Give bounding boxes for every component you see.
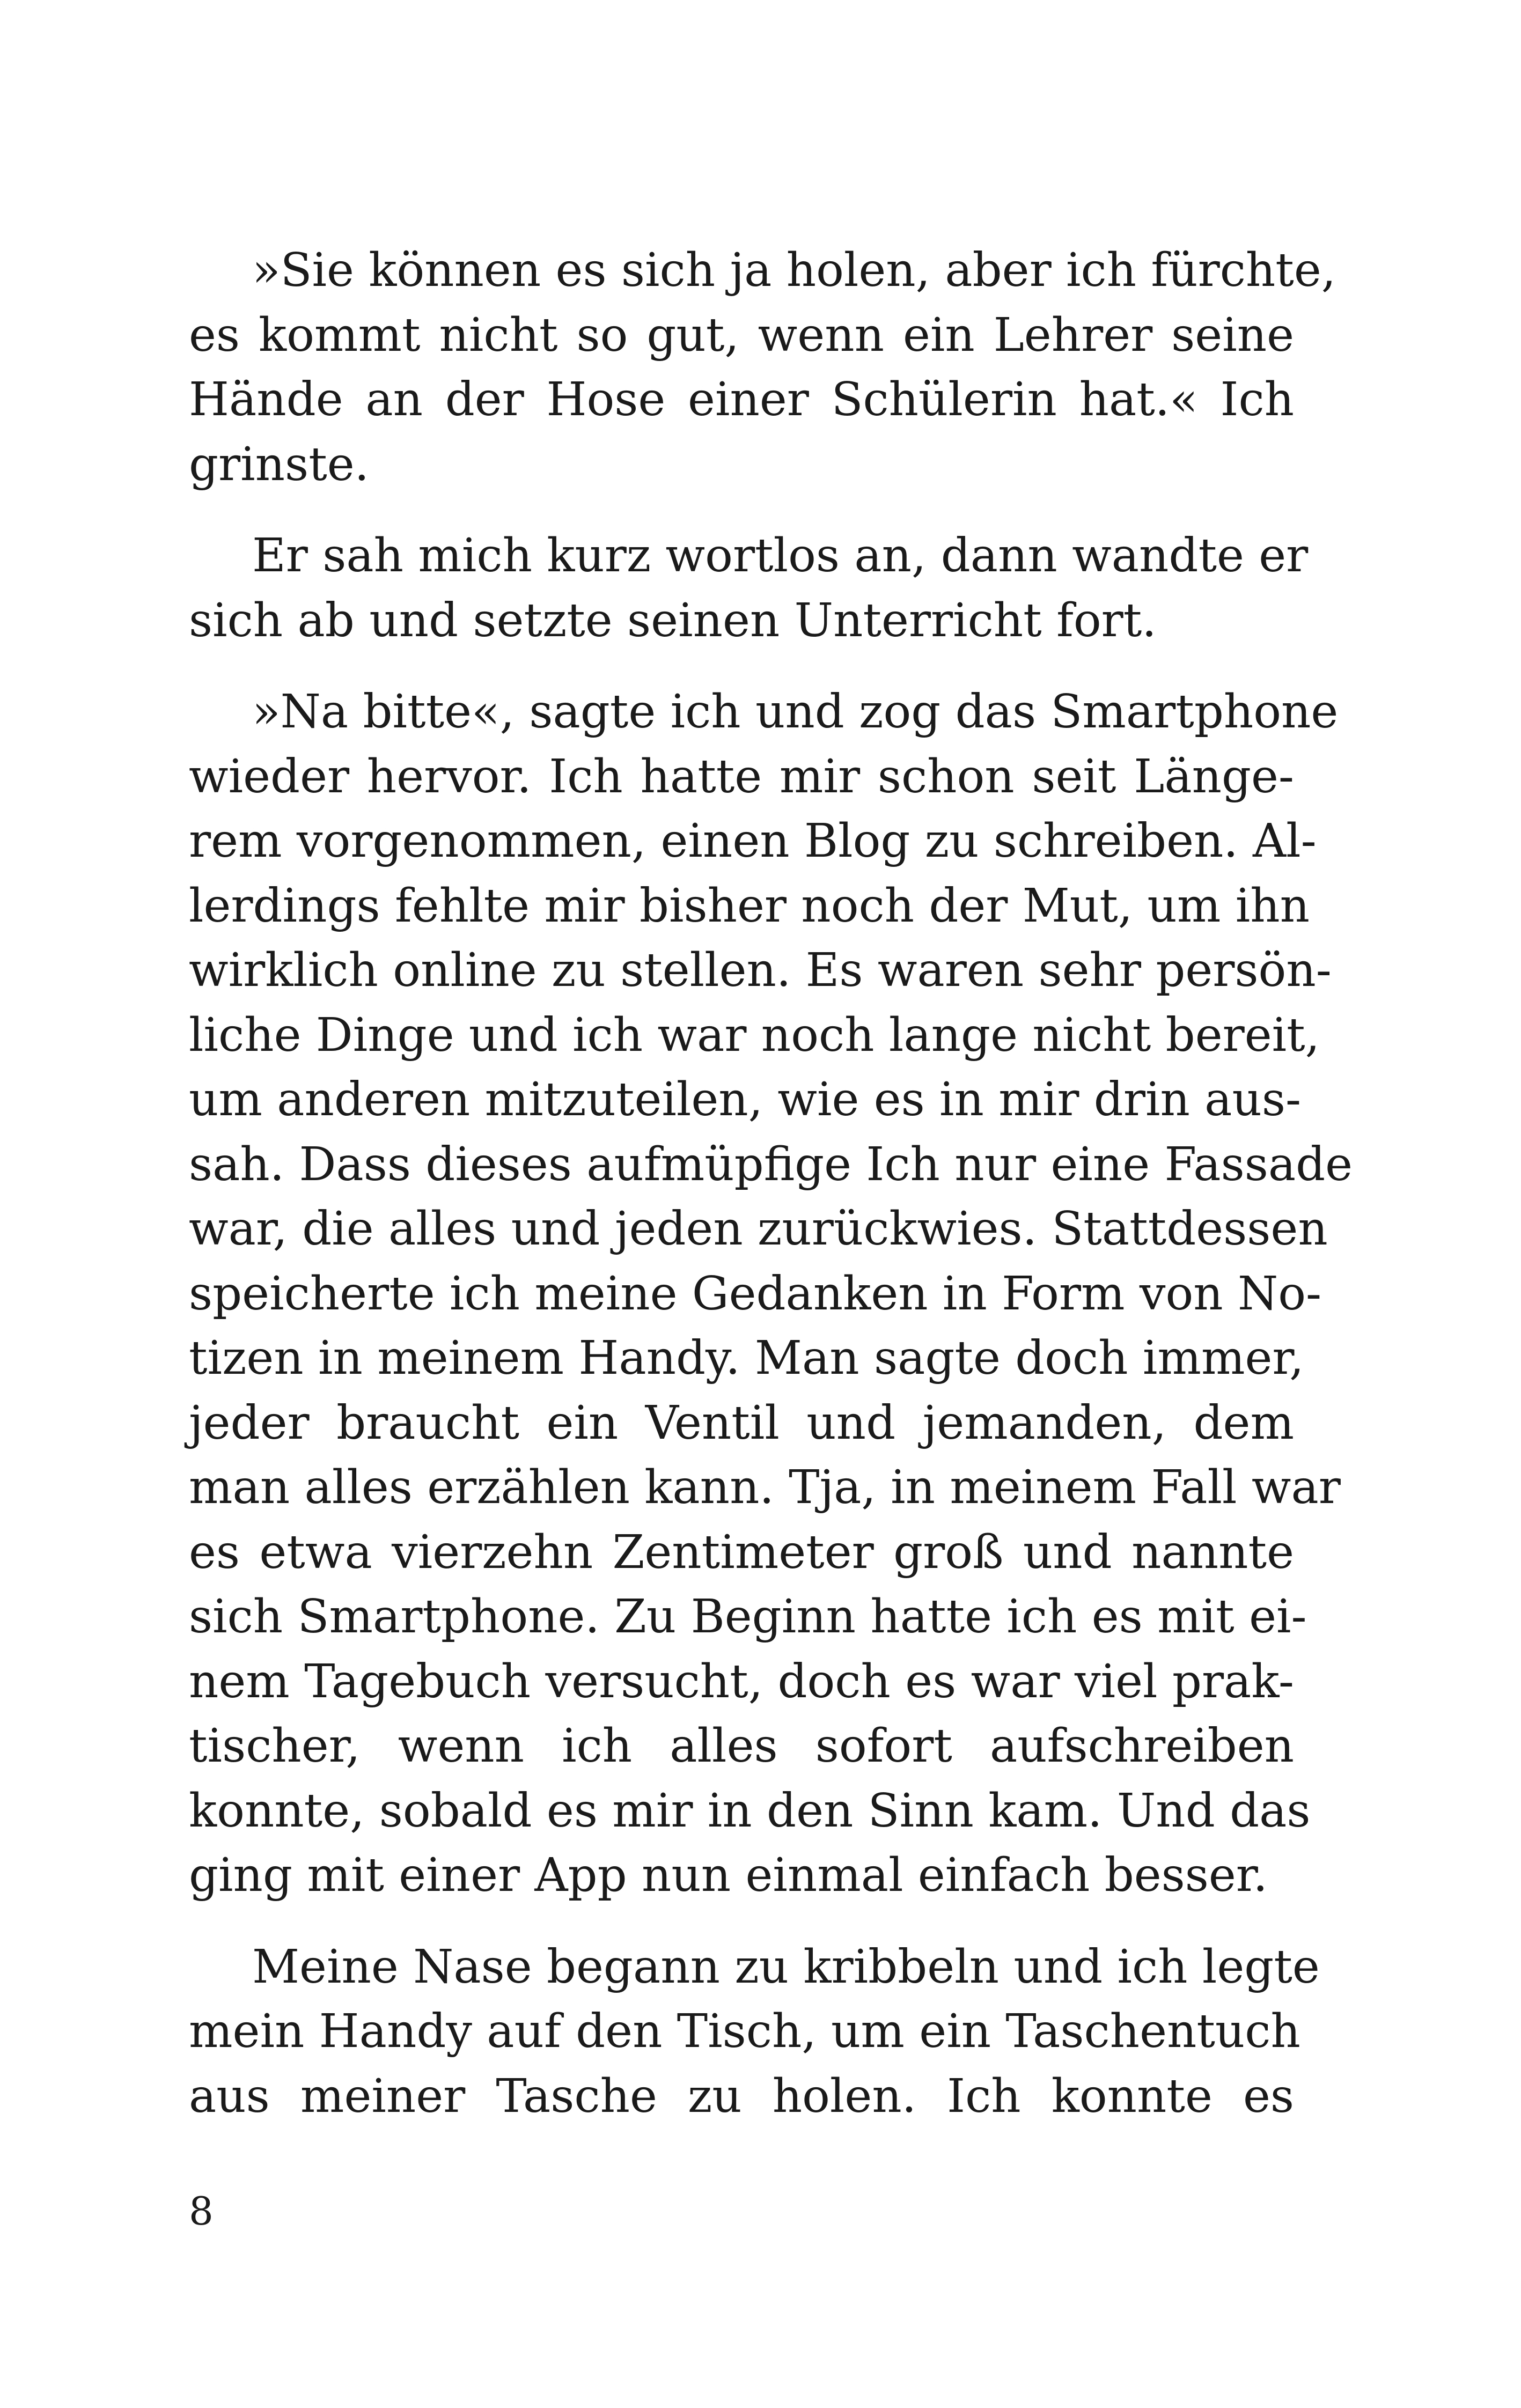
text-line: konnte, sobald es mir in den Sinn kam. Und das — [189, 1784, 1311, 1838]
text-line: »Na bitte«, sagte ich und zog das Smartphone — [252, 685, 1339, 739]
text-line: sah. Dass dieses aufmüpfige Ich nur eine Fassade — [189, 1137, 1353, 1191]
text-line: »Sie können es sich ja holen, aber ich fürchte, — [252, 244, 1336, 297]
text-line: um anderen mitzuteilen, wie es in mir drin aus- — [189, 1073, 1302, 1126]
text-line: mein Handy auf den Tisch, um ein Taschentuch — [189, 2005, 1300, 2058]
paragraph-1 — [189, 238, 1336, 497]
text-line: speicherte ich meine Gedanken in Form von No- — [189, 1266, 1322, 1321]
body-text — [189, 238, 1353, 2129]
text-line: wieder hervor. Ich hatte mir schon seit Länge- — [189, 749, 1294, 804]
text-line: aus meiner Tasche zu holen. Ich konnte es — [189, 2069, 1294, 2123]
text-line: liche Dinge und ich war noch lange nicht bereit, — [189, 1008, 1320, 1062]
text-line: nem Tagebuch versucht, doch es war viel prak- — [189, 1654, 1294, 1709]
text-line: Meine Nase begann zu kribbeln und ich legte — [252, 1940, 1320, 1994]
text-line: man alles erzählen kann. Tja, in meinem Fall war — [189, 1461, 1341, 1514]
text-line: lerdings fehlte mir bisher noch der Mut, um ihn — [189, 879, 1310, 933]
text-line: Hände an der Hose einer Schülerin hat.« Ich — [189, 373, 1294, 426]
text-line: es kommt nicht so gut, wenn ein Lehrer seine — [189, 308, 1294, 362]
text-line: tischer, wenn ich alles sofort aufschreiben — [189, 1719, 1294, 1773]
page-number: 8 — [189, 2189, 214, 2234]
paragraph-2 — [189, 524, 1309, 653]
text-line: sich Smartphone. Zu Beginn hatte ich es mit ei- — [189, 1590, 1307, 1644]
text-line: war, die alles und jeden zurückwies. Stattdessen — [189, 1202, 1328, 1256]
text-line: jeder braucht ein Ventil und jemanden, dem — [189, 1396, 1294, 1450]
text-line: sich ab und setzte seinen Unterricht fort. — [189, 593, 1157, 647]
paragraph-4 — [189, 1935, 1320, 2129]
text-line: wirklich online zu stellen. Es waren sehr persön- — [189, 944, 1332, 997]
text-line: es etwa vierzehn Zentimeter groß und nannte — [189, 1525, 1294, 1579]
text-line: ging mit einer App nun einmal einfach besser. — [189, 1849, 1268, 1902]
text-line: grinste. — [189, 437, 369, 491]
text-line: rem vorgenommen, einen Blog zu schreiben. Al- — [189, 814, 1317, 868]
text-line: tizen in meinem Handy. Man sagte doch immer, — [189, 1331, 1304, 1385]
text-line: Er sah mich kurz wortlos an, dann wandte er — [252, 529, 1309, 583]
paragraph-3 — [189, 680, 1353, 1908]
